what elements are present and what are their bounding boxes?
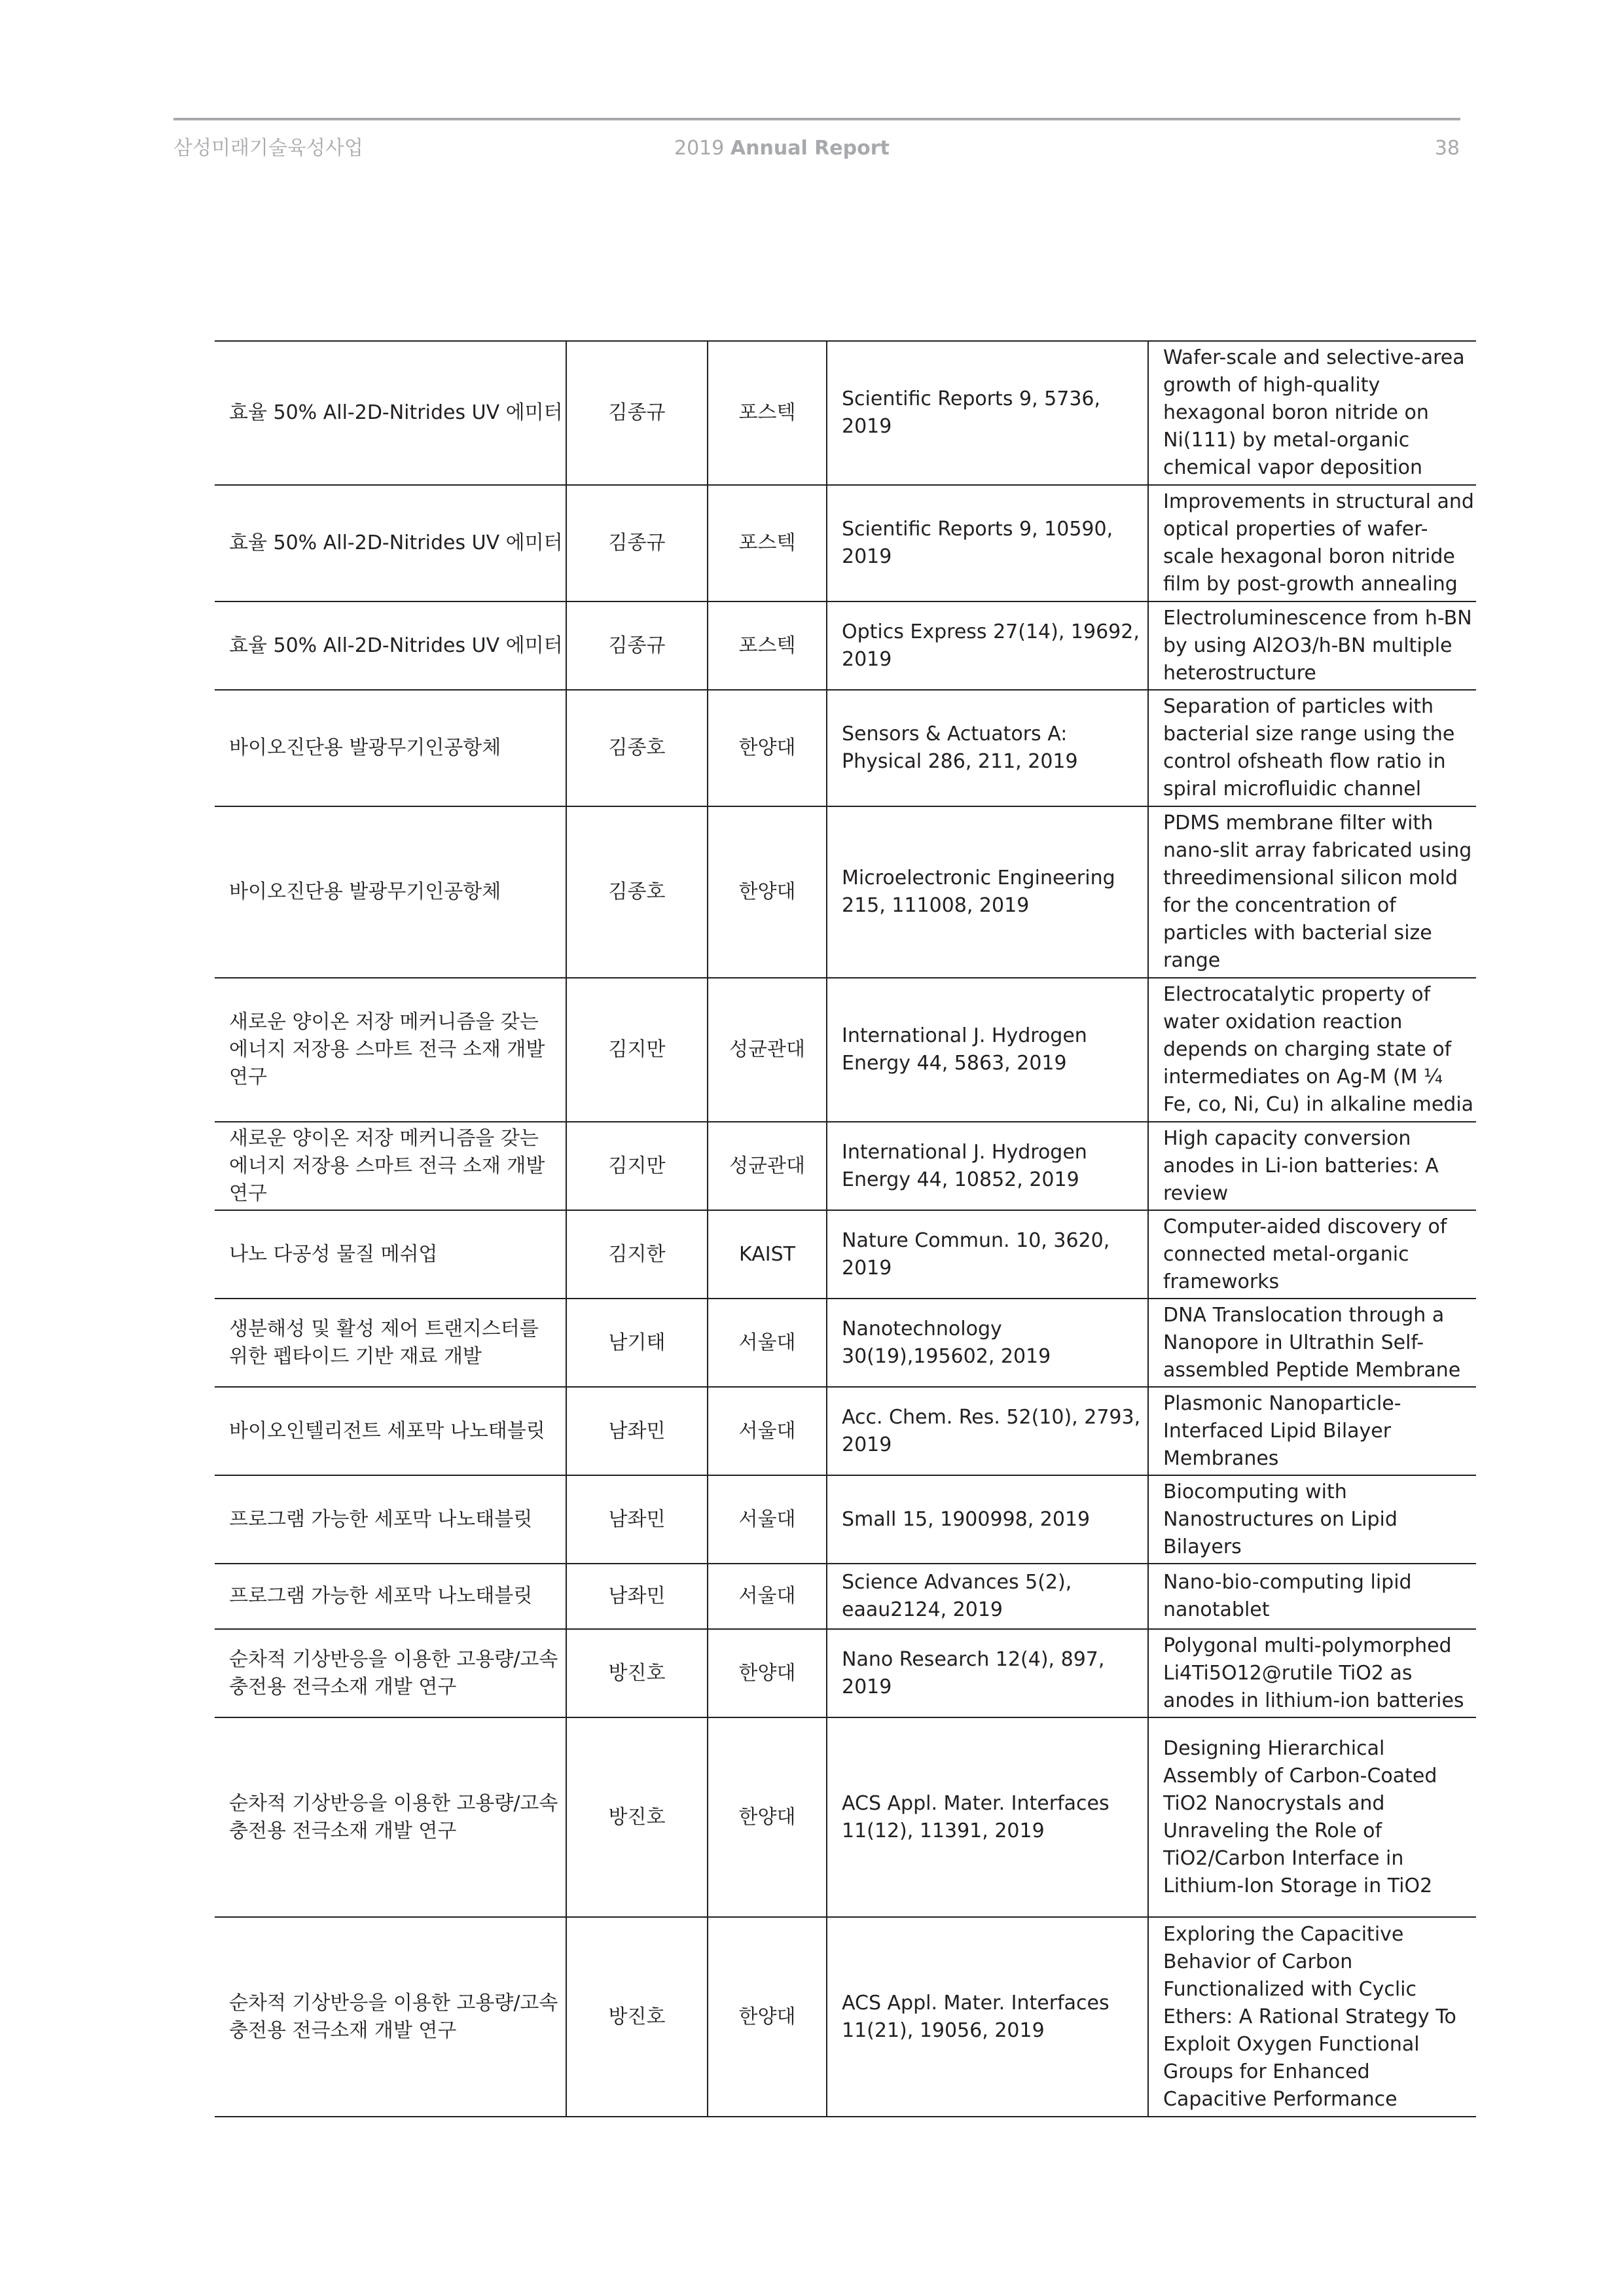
title-cell: Separation of particles with bacterial size range using the control ofsheath flow ratio in spiral microfluidic channel: [1148, 690, 1476, 806]
institution-cell: 서울대: [708, 1299, 827, 1387]
researcher-cell: 김지한: [566, 1210, 708, 1299]
researcher-cell: 남좌민: [566, 1475, 708, 1564]
institution-cell: 포스텍: [708, 601, 827, 690]
table-row: [215, 1299, 1476, 1387]
project-cell: 순차적 기상반응을 이용한 고용량/고속충전용 전극소재 개발 연구: [215, 1717, 566, 1917]
project-cell: 바이오인텔리전트 세포막 나노태블릿: [215, 1387, 566, 1475]
title-cell: Plasmonic Nanoparticle-Interfaced Lipid Bilayer Membranes: [1148, 1387, 1476, 1475]
institution-cell: 한양대: [708, 1629, 827, 1717]
project-cell: 순차적 기상반응을 이용한 고용량/고속충전용 전극소재 개발 연구: [215, 1629, 566, 1717]
institution-cell: 서울대: [708, 1564, 827, 1629]
page-number: 38: [1434, 137, 1460, 160]
table-row: [215, 978, 1476, 1122]
title-cell: Designing Hierarchical Assembly of Carbon-Coated TiO2 Nanocrystals and Unraveling the Role of TiO2/Carbon Interface in Lithium-Ion Storage in TiO2: [1148, 1717, 1476, 1917]
table-row: [215, 601, 1476, 690]
publications-table-body: [215, 341, 1476, 2117]
institution-cell: 성균관대: [708, 978, 827, 1122]
table-row: [215, 1917, 1476, 2117]
institution-cell: 서울대: [708, 1475, 827, 1564]
project-cell: 새로운 양이온 저장 메커니즘을 갖는 에너지 저장용 스마트 전극 소재 개발 연구: [215, 978, 566, 1122]
table-row: [215, 1210, 1476, 1299]
project-cell: 순차적 기상반응을 이용한 고용량/고속충전용 전극소재 개발 연구: [215, 1917, 566, 2117]
researcher-cell: 김종호: [566, 690, 708, 806]
report-name: Annual Report: [730, 137, 890, 160]
title-cell: Nano-bio-computing lipid nanotablet: [1148, 1564, 1476, 1629]
project-cell: 나노 다공성 물질 메쉬업: [215, 1210, 566, 1299]
table-row: [215, 1122, 1476, 1210]
project-cell: 효율 50% All-2D-Nitrides UV 에미터: [215, 341, 566, 485]
researcher-cell: 김종규: [566, 485, 708, 601]
researcher-cell: 방진호: [566, 1717, 708, 1917]
journal-cell: ACS Appl. Mater. Interfaces 11(12), 11391, 2019: [827, 1717, 1148, 1917]
journal-cell: Acc. Chem. Res. 52(10), 2793, 2019: [827, 1387, 1148, 1475]
table-row: [215, 690, 1476, 806]
table-row: [215, 485, 1476, 601]
journal-cell: Microelectronic Engineering 215, 111008, 2019: [827, 806, 1148, 978]
title-cell: Electroluminescence from h-BN by using Al2O3/h-BN multiple heterostructure: [1148, 601, 1476, 690]
institution-cell: KAIST: [708, 1210, 827, 1299]
title-cell: Polygonal multi-polymorphed Li4Ti5O12@rutile TiO2 as anodes in lithium-ion batteries: [1148, 1629, 1476, 1717]
journal-cell: Science Advances 5(2), eaau2124, 2019: [827, 1564, 1148, 1629]
program-name: 삼성미래기술육성사업: [173, 137, 363, 160]
institution-cell: 한양대: [708, 1717, 827, 1917]
journal-cell: Scientific Reports 9, 10590, 2019: [827, 485, 1148, 601]
project-cell: 새로운 양이온 저장 메커니즘을 갖는 에너지 저장용 스마트 전극 소재 개발 연구: [215, 1122, 566, 1210]
table-row: [215, 1564, 1476, 1629]
table-row: [215, 1475, 1476, 1564]
project-cell: 효율 50% All-2D-Nitrides UV 에미터: [215, 485, 566, 601]
researcher-cell: 남기태: [566, 1299, 708, 1387]
project-cell: 바이오진단용 발광무기인공항체: [215, 806, 566, 978]
table-row: [215, 341, 1476, 485]
journal-cell: Optics Express 27(14), 19692, 2019: [827, 601, 1148, 690]
publications-table: [215, 340, 1476, 2117]
journal-cell: Nanotechnology 30(19),195602, 2019: [827, 1299, 1148, 1387]
institution-cell: 포스텍: [708, 485, 827, 601]
project-cell: 프로그램 가능한 세포막 나노태블릿: [215, 1564, 566, 1629]
journal-cell: ACS Appl. Mater. Interfaces 11(21), 19056, 2019: [827, 1917, 1148, 2117]
researcher-cell: 김지만: [566, 1122, 708, 1210]
researcher-cell: 남좌민: [566, 1564, 708, 1629]
project-cell: 효율 50% All-2D-Nitrides UV 에미터: [215, 601, 566, 690]
header-rule: [173, 118, 1460, 120]
journal-cell: Scientific Reports 9, 5736, 2019: [827, 341, 1148, 485]
institution-cell: 성균관대: [708, 1122, 827, 1210]
title-cell: High capacity conversion anodes in Li-ion batteries: A review: [1148, 1122, 1476, 1210]
project-cell: 프로그램 가능한 세포막 나노태블릿: [215, 1475, 566, 1564]
title-cell: DNA Translocation through a Nanopore in Ultrathin Self-assembled Peptide Membrane: [1148, 1299, 1476, 1387]
researcher-cell: 방진호: [566, 1629, 708, 1717]
table-row: [215, 806, 1476, 978]
table-row: [215, 1717, 1476, 1917]
project-cell: 바이오진단용 발광무기인공항체: [215, 690, 566, 806]
title-cell: Electrocatalytic property of water oxidation reaction depends on charging state of intermediates on Ag-M (M ¼ Fe, co, Ni, Cu) in alkaline media: [1148, 978, 1476, 1122]
journal-cell: Small 15, 1900998, 2019: [827, 1475, 1148, 1564]
researcher-cell: 김종호: [566, 806, 708, 978]
researcher-cell: 남좌민: [566, 1387, 708, 1475]
institution-cell: 한양대: [708, 690, 827, 806]
institution-cell: 서울대: [708, 1387, 827, 1475]
title-cell: Computer-aided discovery of connected metal-organic frameworks: [1148, 1210, 1476, 1299]
institution-cell: 한양대: [708, 1917, 827, 2117]
journal-cell: Nano Research 12(4), 897, 2019: [827, 1629, 1148, 1717]
title-cell: Exploring the Capacitive Behavior of Carbon Functionalized with Cyclic Ethers: A Rational Strategy To Exploit Oxygen Functional Groups for Enhanced Capacitive Performance: [1148, 1917, 1476, 2117]
report-title: [674, 134, 890, 163]
journal-cell: International J. Hydrogen Energy 44, 10852, 2019: [827, 1122, 1148, 1210]
journal-cell: International J. Hydrogen Energy 44, 5863, 2019: [827, 978, 1148, 1122]
table-row: [215, 1387, 1476, 1475]
title-cell: Biocomputing with Nanostructures on Lipid Bilayers: [1148, 1475, 1476, 1564]
institution-cell: 한양대: [708, 806, 827, 978]
title-cell: PDMS membrane filter with nano-slit array fabricated using threedimensional silicon mold for the concentration of particles with bacterial size range: [1148, 806, 1476, 978]
researcher-cell: 방진호: [566, 1917, 708, 2117]
title-cell: Wafer-scale and selective-area growth of high-quality hexagonal boron nitride on Ni(111) by metal-organic chemical vapor deposition: [1148, 341, 1476, 485]
journal-cell: Sensors & Actuators A: Physical 286, 211, 2019: [827, 690, 1148, 806]
researcher-cell: 김지만: [566, 978, 708, 1122]
title-cell: Improvements in structural and optical properties of wafer-scale hexagonal boron nitride film by post-growth annealing: [1148, 485, 1476, 601]
table-row: [215, 1629, 1476, 1717]
institution-cell: 포스텍: [708, 341, 827, 485]
report-year: 2019: [674, 137, 725, 160]
researcher-cell: 김종규: [566, 341, 708, 485]
project-cell: 생분해성 및 활성 제어 트랜지스터를 위한 펩타이드 기반 재료 개발: [215, 1299, 566, 1387]
journal-cell: Nature Commun. 10, 3620, 2019: [827, 1210, 1148, 1299]
researcher-cell: 김종규: [566, 601, 708, 690]
